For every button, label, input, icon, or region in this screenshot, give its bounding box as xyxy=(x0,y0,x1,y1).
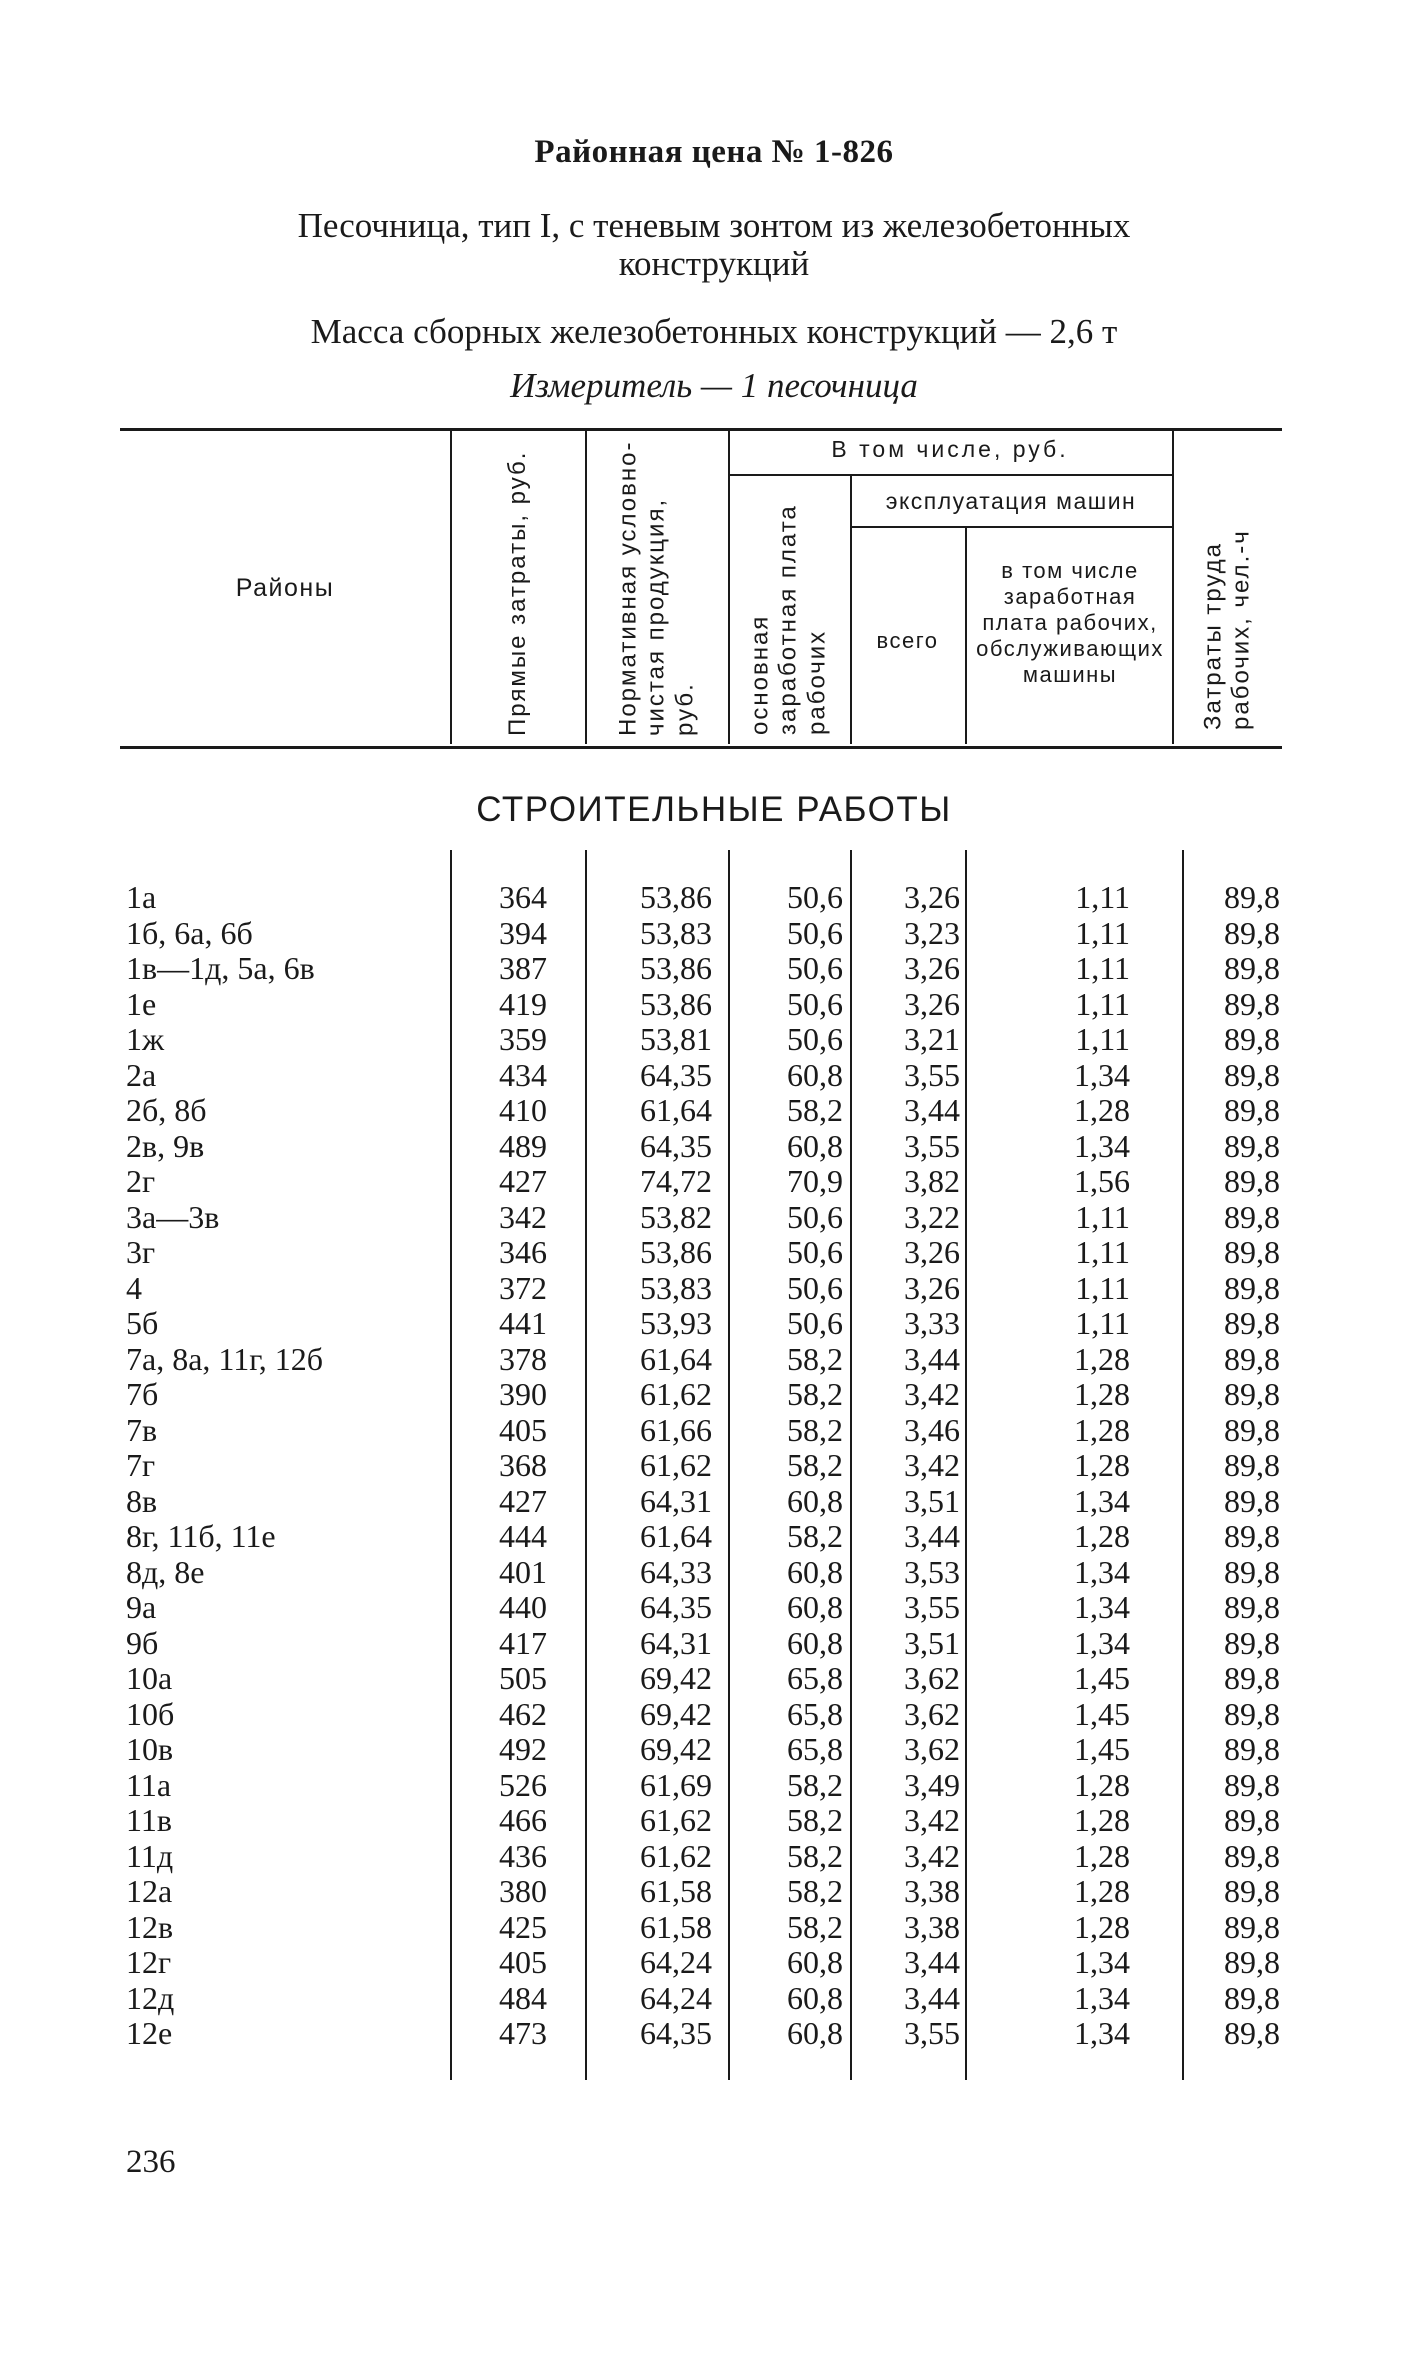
header-bottom-rule xyxy=(120,746,1282,749)
machine-total-cell: 3,21 xyxy=(904,1021,960,1057)
normative-cell: 69,42 xyxy=(640,1660,712,1696)
normative-cell: 53,93 xyxy=(640,1305,712,1341)
direct-cost-cell: 462 xyxy=(499,1695,547,1732)
table-row xyxy=(0,1910,1428,1946)
machine-total-cell: 3,53 xyxy=(904,1553,960,1590)
price-table-body xyxy=(0,880,1428,2052)
normative-cell: 64,33 xyxy=(640,1553,712,1590)
table-row xyxy=(0,1058,1428,1094)
machine-total-cell: 3,55 xyxy=(904,2015,960,2051)
region-cell: 8д, 8е xyxy=(126,1553,205,1590)
region-cell: 1б, 6а, 6б xyxy=(126,914,253,951)
region-cell: 10а xyxy=(126,1660,173,1696)
normative-cell: 53,86 xyxy=(640,879,712,915)
labor-cell: 89,8 xyxy=(1224,1589,1280,1625)
table-row xyxy=(0,2016,1428,2052)
labor-cell: 89,8 xyxy=(1224,1873,1280,1909)
machine-wage-cell: 1,28 xyxy=(1074,1340,1130,1377)
base-wage-cell: 58,2 xyxy=(787,1411,843,1448)
machine-total-cell: 3,49 xyxy=(904,1766,960,1803)
table-row xyxy=(0,1342,1428,1378)
machine-wage-cell: 1,11 xyxy=(1075,1269,1130,1306)
machine-wage-cell: 1,28 xyxy=(1074,1376,1130,1412)
labor-cell: 89,8 xyxy=(1224,2015,1280,2051)
table-row xyxy=(0,880,1428,916)
table-row xyxy=(0,951,1428,987)
base-wage-cell: 60,8 xyxy=(787,1056,843,1093)
normative-cell: 61,62 xyxy=(640,1802,712,1838)
table-row xyxy=(0,1981,1428,2017)
header-divider xyxy=(728,430,730,744)
direct-cost-cell: 410 xyxy=(499,1092,547,1128)
region-cell: 3а—3в xyxy=(126,1198,220,1235)
labor-cell: 89,8 xyxy=(1224,1482,1280,1519)
section-heading: СТРОИТЕЛЬНЫЕ РАБОТЫ xyxy=(476,790,952,829)
base-wage-cell: 50,6 xyxy=(787,1234,843,1270)
machine-wage-cell: 1,11 xyxy=(1075,1305,1130,1341)
base-wage-cell: 50,6 xyxy=(787,879,843,915)
region-cell: 1в—1д, 5а, 6в xyxy=(126,950,315,986)
normative-cell: 61,69 xyxy=(640,1766,712,1803)
machine-wage-cell: 1,34 xyxy=(1074,1482,1130,1519)
machine-total-cell: 3,55 xyxy=(904,1056,960,1093)
machine-total-cell: 3,42 xyxy=(904,1447,960,1483)
base-wage-cell: 58,2 xyxy=(787,1873,843,1909)
normative-cell: 64,35 xyxy=(640,2015,712,2051)
normative-cell: 61,64 xyxy=(640,1340,712,1377)
machine-wage-cell: 1,28 xyxy=(1074,1873,1130,1909)
machine-total-cell: 3,51 xyxy=(904,1482,960,1519)
header-including: В том числе, руб. xyxy=(831,436,1069,462)
direct-cost-cell: 390 xyxy=(499,1376,547,1412)
table-row xyxy=(0,1661,1428,1697)
machine-total-cell: 3,22 xyxy=(904,1198,960,1235)
region-cell: 11а xyxy=(126,1766,172,1803)
header-machine-operation: эксплуатация машин xyxy=(885,488,1137,514)
table-row xyxy=(0,1448,1428,1484)
region-cell: 9б xyxy=(126,1624,159,1661)
direct-cost-cell: 444 xyxy=(499,1518,547,1554)
direct-cost-cell: 378 xyxy=(499,1340,547,1377)
labor-cell: 89,8 xyxy=(1224,879,1280,915)
labor-cell: 89,8 xyxy=(1224,1766,1280,1803)
table-row xyxy=(0,1377,1428,1413)
table-row xyxy=(0,1839,1428,1875)
table-row xyxy=(0,1803,1428,1839)
machine-total-cell: 3,44 xyxy=(904,1518,960,1554)
region-cell: 1е xyxy=(126,985,157,1022)
direct-cost-cell: 387 xyxy=(499,950,547,986)
direct-cost-cell: 484 xyxy=(499,1979,547,2016)
region-cell: 7а, 8а, 11г, 12б xyxy=(126,1340,324,1377)
base-wage-cell: 60,8 xyxy=(787,2015,843,2051)
base-wage-cell: 50,6 xyxy=(787,914,843,951)
labor-cell: 89,8 xyxy=(1224,1624,1280,1661)
table-row xyxy=(0,1235,1428,1271)
direct-cost-cell: 372 xyxy=(499,1269,547,1306)
base-wage-cell: 58,2 xyxy=(787,1908,843,1945)
machine-wage-cell: 1,11 xyxy=(1075,1234,1130,1270)
table-row xyxy=(0,1484,1428,1520)
table-row xyxy=(0,987,1428,1023)
direct-cost-cell: 434 xyxy=(499,1056,547,1093)
machine-total-cell: 3,44 xyxy=(904,1979,960,2016)
header-top-rule xyxy=(120,428,1282,431)
normative-cell: 64,24 xyxy=(640,1944,712,1980)
table-row xyxy=(0,1022,1428,1058)
table-row xyxy=(0,1164,1428,1200)
table-row xyxy=(0,1697,1428,1733)
region-cell: 2в, 9в xyxy=(126,1127,205,1164)
region-cell: 1а xyxy=(126,879,157,915)
measure-line: Измеритель — 1 песочница xyxy=(510,366,918,405)
mass-line: Масса сборных железобетонных конструкций — 2,6 т xyxy=(310,312,1118,351)
header-divider xyxy=(850,476,852,744)
labor-cell: 89,8 xyxy=(1224,1127,1280,1164)
page-number: 236 xyxy=(126,2144,176,2180)
region-cell: 12г xyxy=(126,1944,172,1980)
base-wage-cell: 58,2 xyxy=(787,1837,843,1874)
table-row xyxy=(0,1945,1428,1981)
base-wage-cell: 60,8 xyxy=(787,1624,843,1661)
machine-total-cell: 3,44 xyxy=(904,1092,960,1128)
base-wage-cell: 50,6 xyxy=(787,985,843,1022)
region-cell: 2г xyxy=(126,1163,156,1199)
direct-cost-cell: 417 xyxy=(499,1624,547,1661)
machine-total-cell: 3,26 xyxy=(904,879,960,915)
header-divider xyxy=(1172,430,1174,744)
direct-cost-cell: 489 xyxy=(499,1127,547,1164)
region-cell: 9а xyxy=(126,1589,157,1625)
direct-cost-cell: 441 xyxy=(499,1305,547,1341)
region-cell: 1ж xyxy=(126,1021,165,1057)
labor-cell: 89,8 xyxy=(1224,1340,1280,1377)
machine-wage-cell: 1,11 xyxy=(1075,1021,1130,1057)
labor-cell: 89,8 xyxy=(1224,1021,1280,1057)
region-cell: 12а xyxy=(126,1873,173,1909)
base-wage-cell: 60,8 xyxy=(787,1589,843,1625)
table-row xyxy=(0,1874,1428,1910)
machine-wage-cell: 1,34 xyxy=(1074,1979,1130,2016)
direct-cost-cell: 419 xyxy=(499,985,547,1022)
region-cell: 10в xyxy=(126,1731,174,1767)
machine-wage-cell: 1,11 xyxy=(1075,1198,1130,1235)
direct-cost-cell: 364 xyxy=(499,879,547,915)
table-row xyxy=(0,1271,1428,1307)
table-row xyxy=(0,1093,1428,1129)
region-cell: 12в xyxy=(126,1908,174,1945)
direct-cost-cell: 346 xyxy=(499,1234,547,1270)
direct-cost-cell: 440 xyxy=(499,1589,547,1625)
table-row xyxy=(0,1590,1428,1626)
base-wage-cell: 58,2 xyxy=(787,1518,843,1554)
base-wage-cell: 58,2 xyxy=(787,1447,843,1483)
base-wage-cell: 60,8 xyxy=(787,1553,843,1590)
region-cell: 7в xyxy=(126,1411,158,1448)
table-row xyxy=(0,1732,1428,1768)
machine-wage-cell: 1,28 xyxy=(1074,1802,1130,1838)
machine-wage-cell: 1,28 xyxy=(1074,1908,1130,1945)
direct-cost-cell: 405 xyxy=(499,1944,547,1980)
machine-total-cell: 3,38 xyxy=(904,1873,960,1909)
machine-total-cell: 3,44 xyxy=(904,1944,960,1980)
normative-cell: 53,86 xyxy=(640,950,712,986)
base-wage-cell: 58,2 xyxy=(787,1802,843,1838)
machine-total-cell: 3,46 xyxy=(904,1411,960,1448)
base-wage-cell: 65,8 xyxy=(787,1731,843,1767)
normative-cell: 53,82 xyxy=(640,1198,712,1235)
subtitle-line-1: Песочница, тип I, с теневым зонтом из железобетонных xyxy=(297,206,1131,245)
labor-cell: 89,8 xyxy=(1224,1660,1280,1696)
machine-wage-cell: 1,28 xyxy=(1074,1518,1130,1554)
direct-cost-cell: 394 xyxy=(499,914,547,951)
direct-cost-cell: 505 xyxy=(499,1660,547,1696)
labor-cell: 89,8 xyxy=(1224,1944,1280,1980)
region-cell: 11в xyxy=(126,1802,172,1838)
machine-operation-rule xyxy=(850,526,1172,528)
labor-cell: 89,8 xyxy=(1224,1553,1280,1590)
header-normative: Нормативная условно-чистая продукция, руб. xyxy=(614,440,699,736)
base-wage-cell: 65,8 xyxy=(787,1695,843,1732)
labor-cell: 89,8 xyxy=(1224,1163,1280,1199)
machine-total-cell: 3,26 xyxy=(904,985,960,1022)
labor-cell: 89,8 xyxy=(1224,1305,1280,1341)
table-row xyxy=(0,916,1428,952)
labor-cell: 89,8 xyxy=(1224,1198,1280,1235)
labor-cell: 89,8 xyxy=(1224,1518,1280,1554)
normative-cell: 61,58 xyxy=(640,1873,712,1909)
including-rule xyxy=(728,474,1172,476)
base-wage-cell: 65,8 xyxy=(787,1660,843,1696)
normative-cell: 69,42 xyxy=(640,1731,712,1767)
header-base-wage: основная заработная плата рабочих xyxy=(746,504,831,735)
machine-total-cell: 3,38 xyxy=(904,1908,960,1945)
base-wage-cell: 50,6 xyxy=(787,1198,843,1235)
machine-wage-cell: 1,11 xyxy=(1075,914,1130,951)
normative-cell: 61,58 xyxy=(640,1908,712,1945)
machine-total-cell: 3,62 xyxy=(904,1660,960,1696)
direct-cost-cell: 401 xyxy=(499,1553,547,1590)
normative-cell: 53,83 xyxy=(640,914,712,951)
region-cell: 4 xyxy=(126,1269,142,1306)
direct-cost-cell: 427 xyxy=(499,1482,547,1519)
machine-total-cell: 3,51 xyxy=(904,1624,960,1661)
machine-total-cell: 3,33 xyxy=(904,1305,960,1341)
direct-cost-cell: 427 xyxy=(499,1163,547,1199)
labor-cell: 89,8 xyxy=(1224,1376,1280,1412)
machine-total-cell: 3,44 xyxy=(904,1340,960,1377)
labor-cell: 89,8 xyxy=(1224,1979,1280,2016)
machine-wage-cell: 1,28 xyxy=(1074,1447,1130,1483)
labor-cell: 89,8 xyxy=(1224,1092,1280,1128)
direct-cost-cell: 526 xyxy=(499,1766,547,1803)
normative-cell: 53,86 xyxy=(640,1234,712,1270)
labor-cell: 89,8 xyxy=(1224,1411,1280,1448)
direct-cost-cell: 342 xyxy=(499,1198,547,1235)
normative-cell: 74,72 xyxy=(640,1163,712,1199)
labor-cell: 89,8 xyxy=(1224,950,1280,986)
machine-wage-cell: 1,45 xyxy=(1074,1731,1130,1767)
labor-cell: 89,8 xyxy=(1224,914,1280,951)
machine-total-cell: 3,42 xyxy=(904,1802,960,1838)
header-total: всего xyxy=(876,628,939,653)
base-wage-cell: 60,8 xyxy=(787,1127,843,1164)
normative-cell: 69,42 xyxy=(640,1695,712,1732)
region-cell: 2а xyxy=(126,1056,157,1093)
machine-wage-cell: 1,11 xyxy=(1075,879,1130,915)
labor-cell: 89,8 xyxy=(1224,1695,1280,1732)
labor-cell: 89,8 xyxy=(1224,1056,1280,1093)
labor-cell: 89,8 xyxy=(1224,1802,1280,1838)
header-direct-cost: Прямые затраты, руб. xyxy=(503,450,531,736)
normative-cell: 61,66 xyxy=(640,1411,712,1448)
subtitle-line-2: конструкций xyxy=(618,244,810,283)
machine-total-cell: 3,26 xyxy=(904,950,960,986)
region-cell: 8г, 11б, 11е xyxy=(126,1518,276,1554)
machine-wage-cell: 1,34 xyxy=(1074,1624,1130,1661)
normative-cell: 64,31 xyxy=(640,1624,712,1661)
machine-wage-cell: 1,28 xyxy=(1074,1837,1130,1874)
header-machine-wage: в том числе заработная плата рабочих, обслуживающих машины xyxy=(976,558,1164,687)
normative-cell: 64,35 xyxy=(640,1127,712,1164)
table-row xyxy=(0,1768,1428,1804)
table-row xyxy=(0,1200,1428,1236)
normative-cell: 61,64 xyxy=(640,1518,712,1554)
labor-cell: 89,8 xyxy=(1224,1234,1280,1270)
base-wage-cell: 58,2 xyxy=(787,1092,843,1128)
base-wage-cell: 60,8 xyxy=(787,1944,843,1980)
price-title: Районная цена № 1-826 xyxy=(534,134,894,170)
base-wage-cell: 50,6 xyxy=(787,1305,843,1341)
table-row xyxy=(0,1626,1428,1662)
region-cell: 8в xyxy=(126,1482,158,1519)
region-cell: 5б xyxy=(126,1305,159,1341)
direct-cost-cell: 473 xyxy=(499,2015,547,2051)
normative-cell: 61,62 xyxy=(640,1837,712,1874)
header-labor: Затраты труда рабочих, чел.-ч xyxy=(1199,529,1255,730)
direct-cost-cell: 405 xyxy=(499,1411,547,1448)
normative-cell: 64,35 xyxy=(640,1056,712,1093)
header-divider xyxy=(965,528,967,744)
header-divider xyxy=(585,430,587,744)
labor-cell: 89,8 xyxy=(1224,1269,1280,1306)
table-row xyxy=(0,1306,1428,1342)
machine-wage-cell: 1,11 xyxy=(1075,985,1130,1022)
region-cell: 7б xyxy=(126,1376,159,1412)
machine-wage-cell: 1,34 xyxy=(1074,1589,1130,1625)
base-wage-cell: 50,6 xyxy=(787,1269,843,1306)
base-wage-cell: 50,6 xyxy=(787,1021,843,1057)
machine-wage-cell: 1,45 xyxy=(1074,1660,1130,1696)
direct-cost-cell: 466 xyxy=(499,1802,547,1838)
labor-cell: 89,8 xyxy=(1224,1837,1280,1874)
machine-total-cell: 3,23 xyxy=(904,914,960,951)
labor-cell: 89,8 xyxy=(1224,1908,1280,1945)
table-row xyxy=(0,1519,1428,1555)
base-wage-cell: 60,8 xyxy=(787,1979,843,2016)
table-row xyxy=(0,1413,1428,1449)
header-divider xyxy=(450,430,452,744)
direct-cost-cell: 380 xyxy=(499,1873,547,1909)
direct-cost-cell: 436 xyxy=(499,1837,547,1874)
machine-wage-cell: 1,56 xyxy=(1074,1163,1130,1199)
machine-wage-cell: 1,28 xyxy=(1074,1411,1130,1448)
direct-cost-cell: 492 xyxy=(499,1731,547,1767)
machine-wage-cell: 1,34 xyxy=(1074,1553,1130,1590)
machine-total-cell: 3,26 xyxy=(904,1269,960,1306)
machine-wage-cell: 1,34 xyxy=(1074,1944,1130,1980)
direct-cost-cell: 368 xyxy=(499,1447,547,1483)
machine-wage-cell: 1,45 xyxy=(1074,1695,1130,1732)
base-wage-cell: 50,6 xyxy=(787,950,843,986)
normative-cell: 64,35 xyxy=(640,1589,712,1625)
normative-cell: 53,81 xyxy=(640,1021,712,1057)
machine-total-cell: 3,26 xyxy=(904,1234,960,1270)
table-row xyxy=(0,1555,1428,1591)
labor-cell: 89,8 xyxy=(1224,985,1280,1022)
machine-wage-cell: 1,28 xyxy=(1074,1092,1130,1128)
machine-total-cell: 3,42 xyxy=(904,1837,960,1874)
machine-total-cell: 3,82 xyxy=(904,1163,960,1199)
base-wage-cell: 58,2 xyxy=(787,1340,843,1377)
labor-cell: 89,8 xyxy=(1224,1447,1280,1483)
normative-cell: 53,83 xyxy=(640,1269,712,1306)
region-cell: 12е xyxy=(126,2015,173,2051)
machine-wage-cell: 1,34 xyxy=(1074,2015,1130,2051)
normative-cell: 64,31 xyxy=(640,1482,712,1519)
region-cell: 12д xyxy=(126,1979,175,2016)
machine-total-cell: 3,62 xyxy=(904,1731,960,1767)
direct-cost-cell: 425 xyxy=(499,1908,547,1945)
machine-total-cell: 3,55 xyxy=(904,1589,960,1625)
region-cell: 10б xyxy=(126,1695,175,1732)
region-cell: 2б, 8б xyxy=(126,1092,207,1128)
base-wage-cell: 60,8 xyxy=(787,1482,843,1519)
header-region: Районы xyxy=(235,574,335,602)
machine-wage-cell: 1,28 xyxy=(1074,1766,1130,1803)
direct-cost-cell: 359 xyxy=(499,1021,547,1057)
base-wage-cell: 58,2 xyxy=(787,1766,843,1803)
machine-wage-cell: 1,11 xyxy=(1075,950,1130,986)
normative-cell: 61,62 xyxy=(640,1376,712,1412)
normative-cell: 61,62 xyxy=(640,1447,712,1483)
machine-wage-cell: 1,34 xyxy=(1074,1127,1130,1164)
region-cell: 11д xyxy=(126,1837,174,1874)
machine-total-cell: 3,42 xyxy=(904,1376,960,1412)
machine-wage-cell: 1,34 xyxy=(1074,1056,1130,1093)
region-cell: 7г xyxy=(126,1447,156,1483)
machine-total-cell: 3,55 xyxy=(904,1127,960,1164)
region-cell: 3г xyxy=(126,1234,156,1270)
normative-cell: 64,24 xyxy=(640,1979,712,2016)
normative-cell: 53,86 xyxy=(640,985,712,1022)
base-wage-cell: 58,2 xyxy=(787,1376,843,1412)
base-wage-cell: 70,9 xyxy=(787,1163,843,1199)
table-row xyxy=(0,1129,1428,1165)
labor-cell: 89,8 xyxy=(1224,1731,1280,1767)
machine-total-cell: 3,62 xyxy=(904,1695,960,1732)
normative-cell: 61,64 xyxy=(640,1092,712,1128)
